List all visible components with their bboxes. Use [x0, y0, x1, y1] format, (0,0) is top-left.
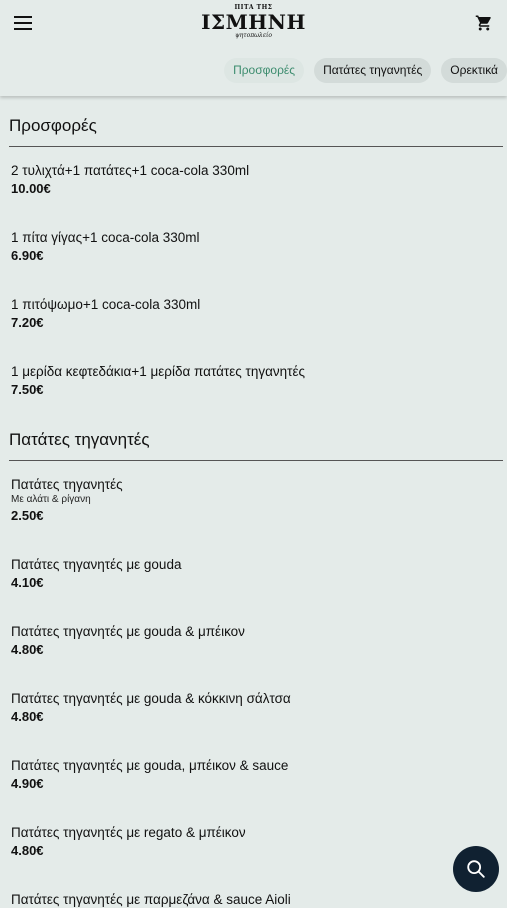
menu-item[interactable] — [9, 623, 503, 660]
tab-fries[interactable]: Πατάτες τηγανητές — [314, 58, 431, 83]
item-name: Πατάτες τηγανητές με gouda — [11, 557, 182, 572]
item-name: 2 τυλιχτά+1 πατάτες+1 coca-cola 330ml — [11, 163, 250, 178]
section-title-fries: Πατάτες τηγανητές — [9, 430, 503, 461]
item-price: 6.90€ — [11, 248, 44, 263]
item-name: Πατάτες τηγανητές με regato & μπέικον — [11, 825, 246, 840]
logo-top-text: ΠΙΤΑ ΤΗΣ — [234, 4, 273, 11]
item-price: 4.80€ — [11, 642, 44, 657]
menu-item[interactable] — [9, 757, 503, 794]
item-price: 4.90€ — [11, 776, 44, 791]
item-name: Πατάτες τηγανητές — [11, 477, 123, 492]
item-name: Πατάτες τηγανητές με gouda & μπέικον — [11, 624, 245, 639]
tab-appetizers[interactable]: Ορεκτικά — [441, 58, 507, 83]
item-price: 4.10€ — [11, 575, 44, 590]
item-name: Πατάτες τηγανητές με gouda, μπέικον & sauce — [11, 758, 289, 773]
logo-sub-text: ψητοπωλείο — [234, 32, 273, 39]
item-price: 4.80€ — [11, 709, 44, 724]
item-price: 2.50€ — [11, 508, 44, 523]
item-price: 4.80€ — [11, 843, 44, 858]
menu-item[interactable] — [9, 690, 503, 727]
search-button[interactable] — [453, 846, 499, 892]
item-price: 7.50€ — [11, 382, 44, 397]
menu-item[interactable] — [9, 296, 503, 333]
category-tabs — [224, 58, 507, 83]
item-name: Πατάτες τηγανητές με παρμεζάνα & sauce Aioli — [11, 892, 291, 907]
menu-content — [0, 116, 507, 908]
menu-item[interactable] — [9, 363, 503, 400]
item-name: 1 πίτα γίγας+1 coca-cola 330ml — [11, 230, 200, 245]
item-price: 10.00€ — [11, 181, 51, 196]
item-name: 1 μερίδα κεφτεδάκια+1 μερίδα πατάτες τηγανητές — [11, 364, 306, 379]
menu-item[interactable] — [9, 824, 503, 861]
menu-item[interactable] — [9, 162, 503, 199]
hamburger-menu-icon[interactable] — [14, 16, 32, 30]
section-title-offers: Προσφορές — [9, 116, 503, 147]
logo[interactable] — [199, 4, 309, 39]
item-description: Με αλάτι & ρίγανη — [11, 494, 91, 505]
search-icon — [465, 858, 487, 880]
logo-main-text: ΙΣΜΗΝΗ — [201, 10, 306, 34]
item-name: Πατάτες τηγανητές με gouda & κόκκινη σάλτσα — [11, 691, 291, 706]
tab-offers[interactable]: Προσφορές — [224, 58, 304, 83]
item-price: 7.20€ — [11, 315, 44, 330]
menu-item[interactable] — [9, 229, 503, 266]
menu-item[interactable] — [9, 476, 503, 526]
menu-item[interactable] — [9, 556, 503, 593]
item-name: 1 πιτόψωμο+1 coca-cola 330ml — [11, 297, 201, 312]
top-bar — [0, 0, 507, 96]
shopping-cart-icon[interactable] — [475, 14, 493, 32]
